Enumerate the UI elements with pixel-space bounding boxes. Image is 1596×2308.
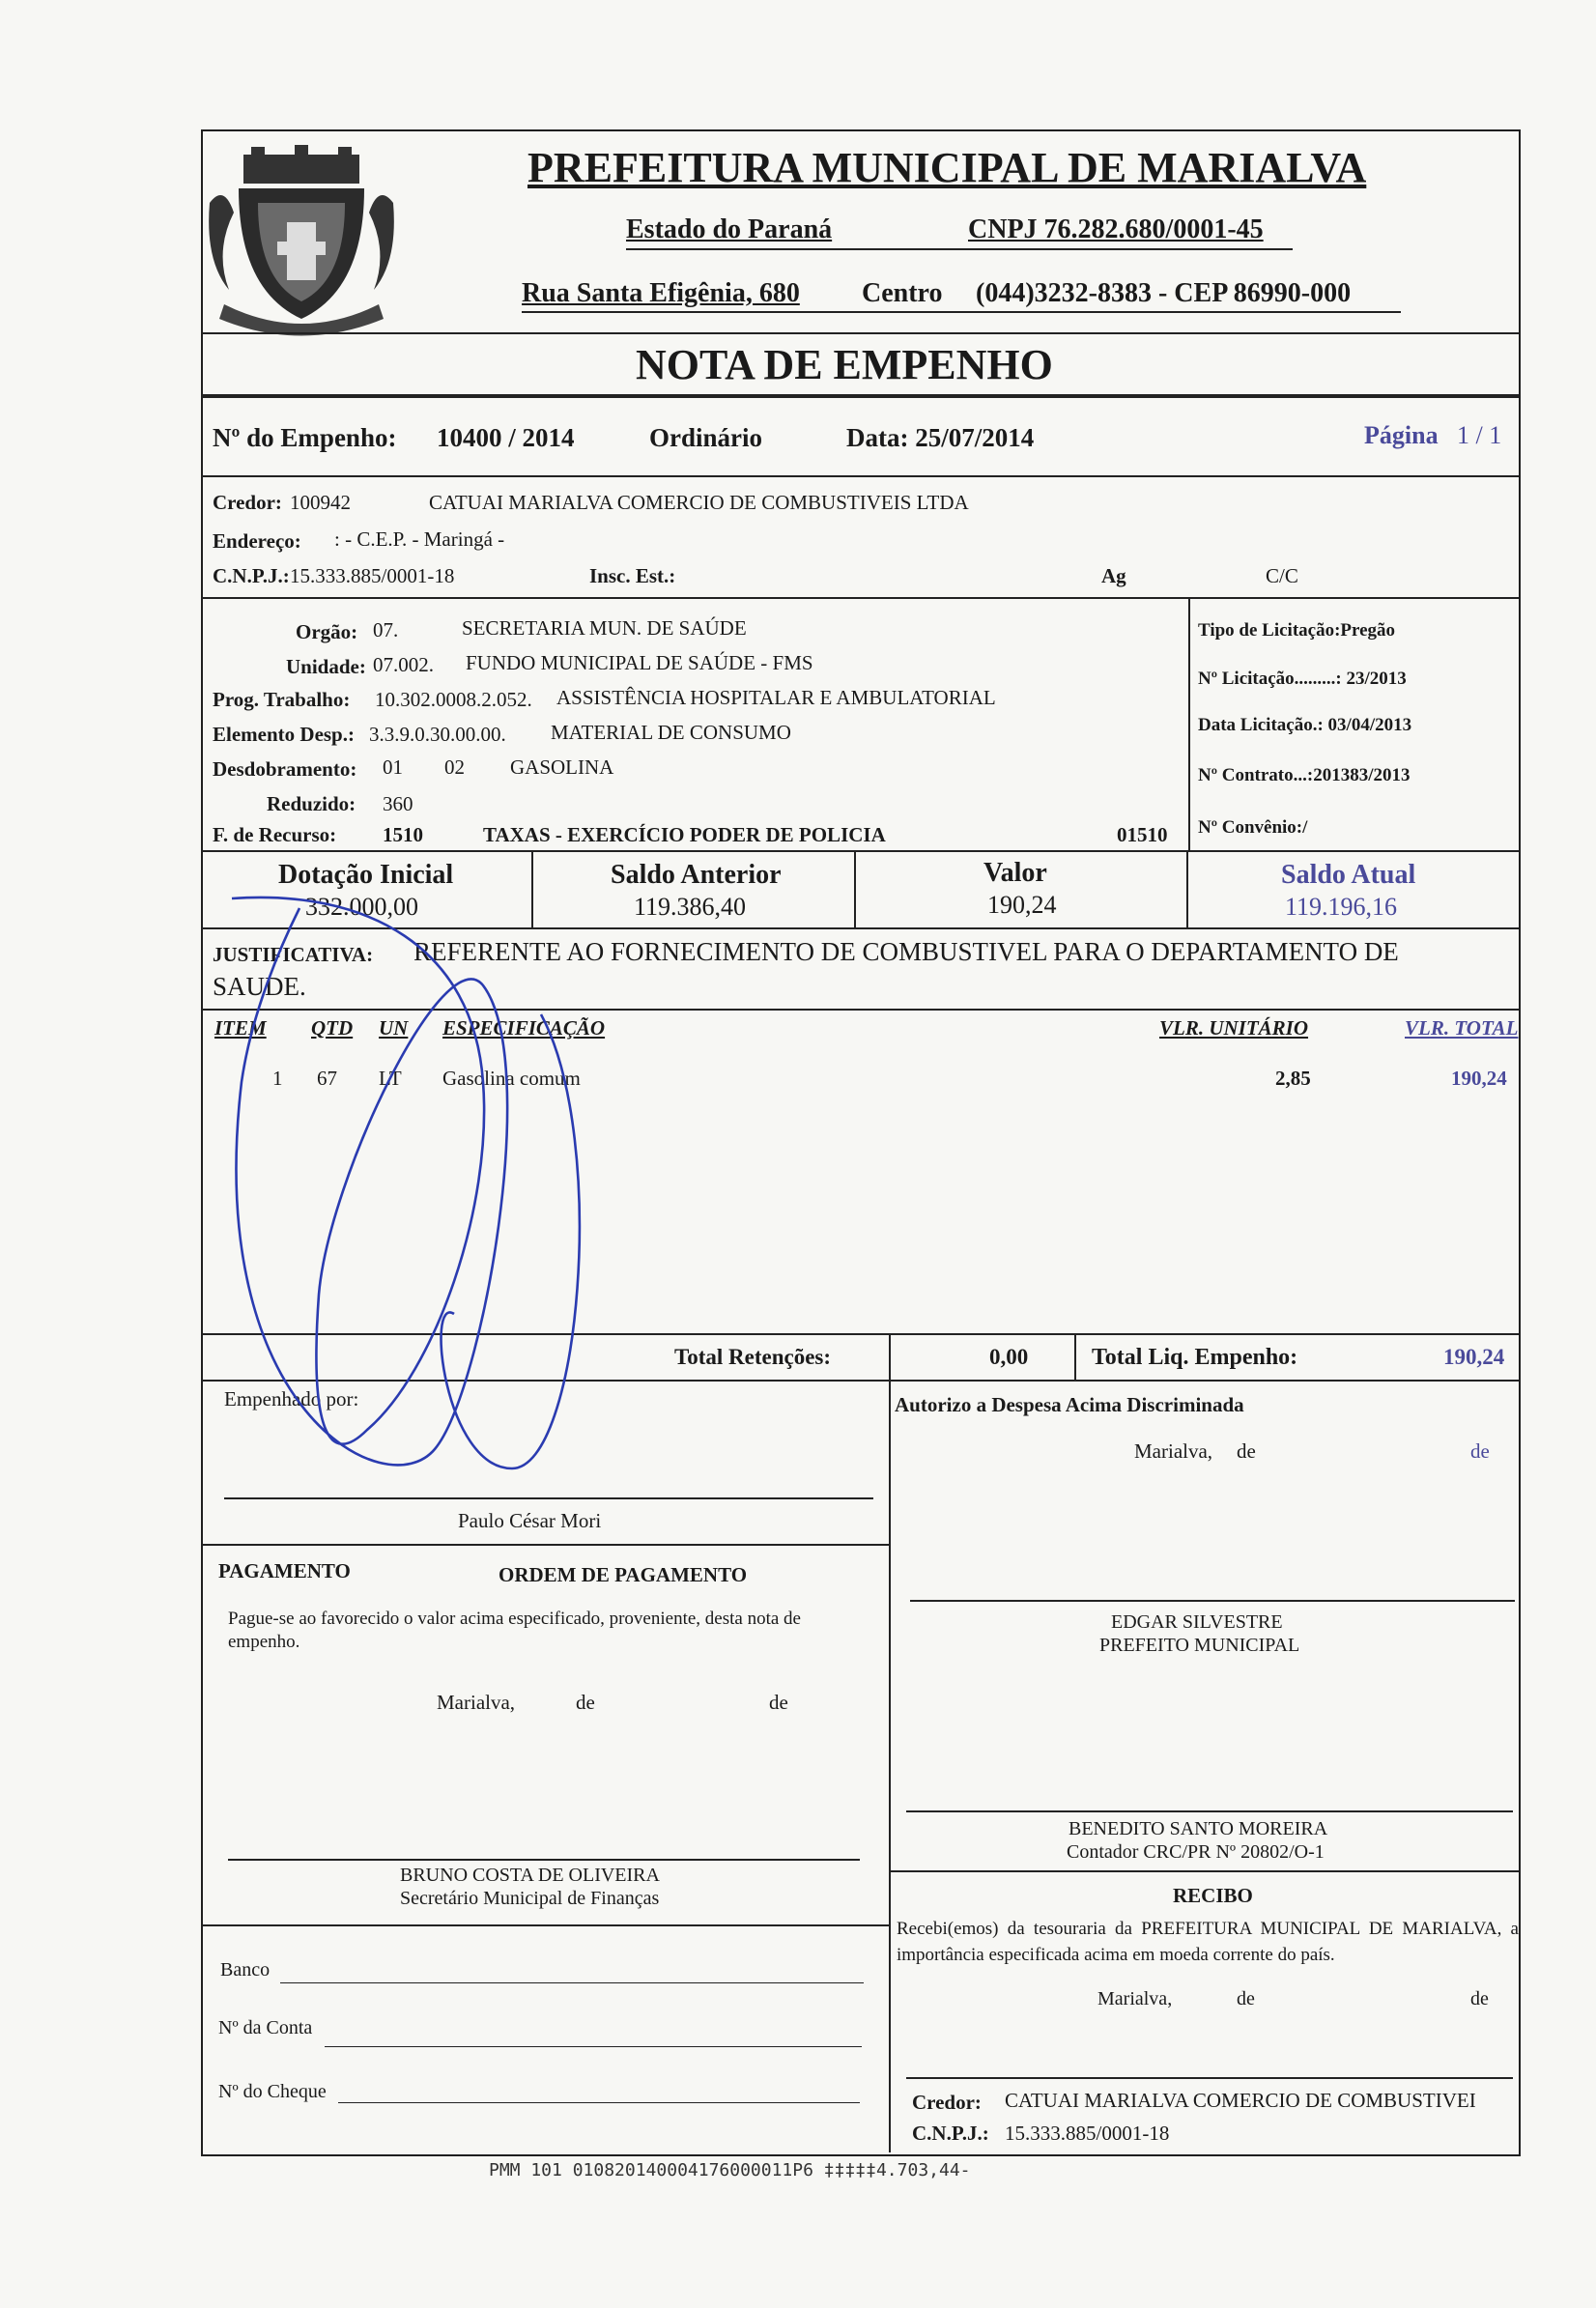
recibo-cnpj-value: 15.333.885/0001-18 [1005,2122,1170,2145]
col-qtd: QTD [311,1016,354,1040]
anterior-label: Saldo Anterior [611,860,782,890]
header-district: Centro [862,278,943,308]
empenho-number: 10400 / 2014 [437,423,575,452]
page-label: Página [1364,421,1439,449]
dotacao-value: 332.000,00 [305,893,418,921]
autorizo-city: Marialva, [1134,1439,1213,1463]
licitacao-tipo: Tipo de Licitação:Pregão [1198,620,1396,641]
header-state: Estado do Paraná [626,214,833,244]
row-item: 1 [272,1067,283,1090]
empenhado-label: Empenhado por: [224,1387,359,1410]
col-item: ITEM [214,1016,267,1040]
address-label: Endereço: [213,529,301,553]
recibo-credor-name: CATUAI MARIALVA COMERCIO DE COMBUSTIVEI [1005,2089,1476,2112]
unidade-label: Unidade: [286,655,366,678]
cc-label: C/C [1266,564,1298,587]
licitacao-data: Data Licitação.: 03/04/2013 [1198,715,1412,735]
row-vlr-unit: 2,85 [1275,1067,1311,1090]
coat-of-arms-logo [205,145,398,338]
empenho-type: Ordinário [649,423,763,452]
fonte-label: F. de Recurso: [213,823,337,846]
retencoes-value: 0,00 [989,1345,1029,1369]
pagamento-label: PAGAMENTO [218,1559,351,1582]
col-vlr-total: VLR. TOTAL [1405,1016,1519,1040]
header-address: Rua Santa Efigênia, 680 [522,278,800,308]
col-vlr-unit: VLR. UNITÁRIO [1159,1016,1309,1040]
insc-label: Insc. Est.: [589,564,676,587]
orgao-name: SECRETARIA MUN. DE SAÚDE [462,616,747,640]
liquido-value: 190,24 [1443,1345,1505,1369]
col-espec: ESPECIFICAÇÃO [442,1016,606,1040]
secretario-role: Secretário Municipal de Finanças [400,1888,660,1909]
fonte-extra: 01510 [1117,823,1168,846]
fonte-code: 1510 [383,823,423,846]
pagamento-de-1: de [576,1691,595,1714]
prog-code: 10.302.0008.2.052. [375,688,532,711]
row-vlr-total: 190,24 [1451,1067,1507,1090]
col-un: UN [379,1016,409,1040]
header-title: PREFEITURA MUNICIPAL DE MARIALVA [527,144,1367,191]
row-un: LT [379,1067,402,1090]
reduzido-value: 360 [383,792,413,815]
empenhado-name: Paulo César Mori [458,1509,602,1532]
empenho-date: Data: 25/07/2014 [846,423,1035,452]
anterior-value: 119.386,40 [634,893,747,921]
banco-label: Banco [220,1959,271,1980]
recibo-title: RECIBO [1173,1884,1253,1907]
elem-label: Elemento Desp.: [213,723,355,746]
page-value: 1 / 1 [1457,421,1502,449]
dotacao-label: Dotação Inicial [278,860,454,890]
atual-label: Saldo Atual [1281,860,1416,890]
liquido-label: Total Liq. Empenho: [1092,1345,1298,1370]
valor-value: 190,24 [987,891,1057,919]
credor-cnpj-label: C.N.P.J.: [213,564,290,587]
reduzido-label: Reduzido: [267,792,356,815]
unidade-name: FUNDO MUNICIPAL DE SAÚDE - FMS [466,651,813,674]
autorizo-title: Autorizo a Despesa Acima Discriminada [895,1393,1244,1416]
prog-label: Prog. Trabalho: [213,688,351,711]
credor-cnpj-value: 15.333.885/0001-18 [290,564,455,587]
recibo-city: Marialva, [1097,1988,1173,2009]
credor-code: 100942 [290,491,351,514]
justificativa-text-1: REFERENTE AO FORNECIMENTO DE COMBUSTIVEL PARA O DEPARTAMENTO DE [413,937,1399,966]
orgao-code: 07. [373,618,399,641]
cheque-label: Nº do Cheque [218,2081,327,2102]
desd-b: 02 [444,755,465,779]
licitacao-contrato: Nº Contrato...:201383/2013 [1198,765,1411,785]
desd-label: Desdobramento: [213,757,357,781]
pagamento-de-2: de [769,1691,788,1714]
recibo-credor-label: Credor: [912,2091,982,2114]
licitacao-convenio: Nº Convênio:/ [1198,817,1308,838]
credor-name: CATUAI MARIALVA COMERCIO DE COMBUSTIVEIS LTDA [429,491,969,514]
retencoes-label: Total Retenções: [674,1345,832,1369]
desd-a: 01 [383,755,403,779]
pagamento-text: Pague-se ao favorecido o valor acima especificado, proveniente, desta nota de empenho. [228,1609,801,1652]
atual-value: 119.196,16 [1285,893,1398,921]
footer-code: PMM 101 010820140004176000011P6 ‡‡‡‡‡4.703,44- [489,2160,971,2180]
autorizo-role: PREFEITO MUNICIPAL [1099,1635,1300,1656]
doc-title: NOTA DE EMPENHO [636,341,1053,388]
row-espec: Gasolina comum [442,1067,581,1090]
ordem-pagamento: ORDEM DE PAGAMENTO [499,1563,748,1586]
autorizo-de-1: de [1237,1439,1256,1463]
fonte-name: TAXAS - EXERCÍCIO PODER DE POLICIA [483,823,886,846]
ag-label: Ag [1101,564,1126,587]
licitacao-numero: Nº Licitação.........: 23/2013 [1198,669,1407,689]
header-phone-cep: (044)3232-8383 - CEP 86990-000 [976,278,1352,308]
header-cnpj: CNPJ 76.282.680/0001-45 [968,214,1264,244]
elem-name: MATERIAL DE CONSUMO [551,721,791,744]
credor-label: Credor: [213,491,282,514]
desd-name: GASOLINA [510,755,614,779]
justificativa-label: JUSTIFICATIVA: [213,943,374,966]
autorizo-de-2: de [1470,1439,1490,1463]
conta-label: Nº da Conta [218,2017,313,2038]
contador-role: Contador CRC/PR Nº 20802/O-1 [1067,1841,1325,1863]
recibo-cnpj-label: C.N.P.J.: [912,2122,989,2145]
orgao-label: Orgão: [296,620,358,643]
contador-name: BENEDITO SANTO MOREIRA [1069,1818,1328,1839]
elem-code: 3.3.9.0.30.00.00. [369,723,506,746]
justificativa-text-2: SAUDE. [213,972,306,1001]
autorizo-name: EDGAR SILVESTRE [1111,1611,1283,1633]
recibo-text: Recebi(emos) da tesouraria da PREFEITURA MUNICIPAL DE MARIALVA, a importância especificada acima em moeda corrente do país. [897,1919,1519,1965]
row-qtd: 67 [317,1067,337,1090]
valor-label: Valor [983,858,1047,888]
recibo-de-2: de [1470,1988,1489,2009]
empenho-label: Nº do Empenho: [213,423,397,452]
pagamento-city: Marialva, [437,1691,516,1714]
recibo-de-1: de [1237,1988,1255,2009]
unidade-code: 07.002. [373,653,434,676]
address-value: : - C.E.P. - Maringá - [334,527,505,551]
signature-image [193,889,676,1488]
secretario-name: BRUNO COSTA DE OLIVEIRA [400,1865,660,1886]
prog-name: ASSISTÊNCIA HOSPITALAR E AMBULATORIAL [556,686,996,709]
